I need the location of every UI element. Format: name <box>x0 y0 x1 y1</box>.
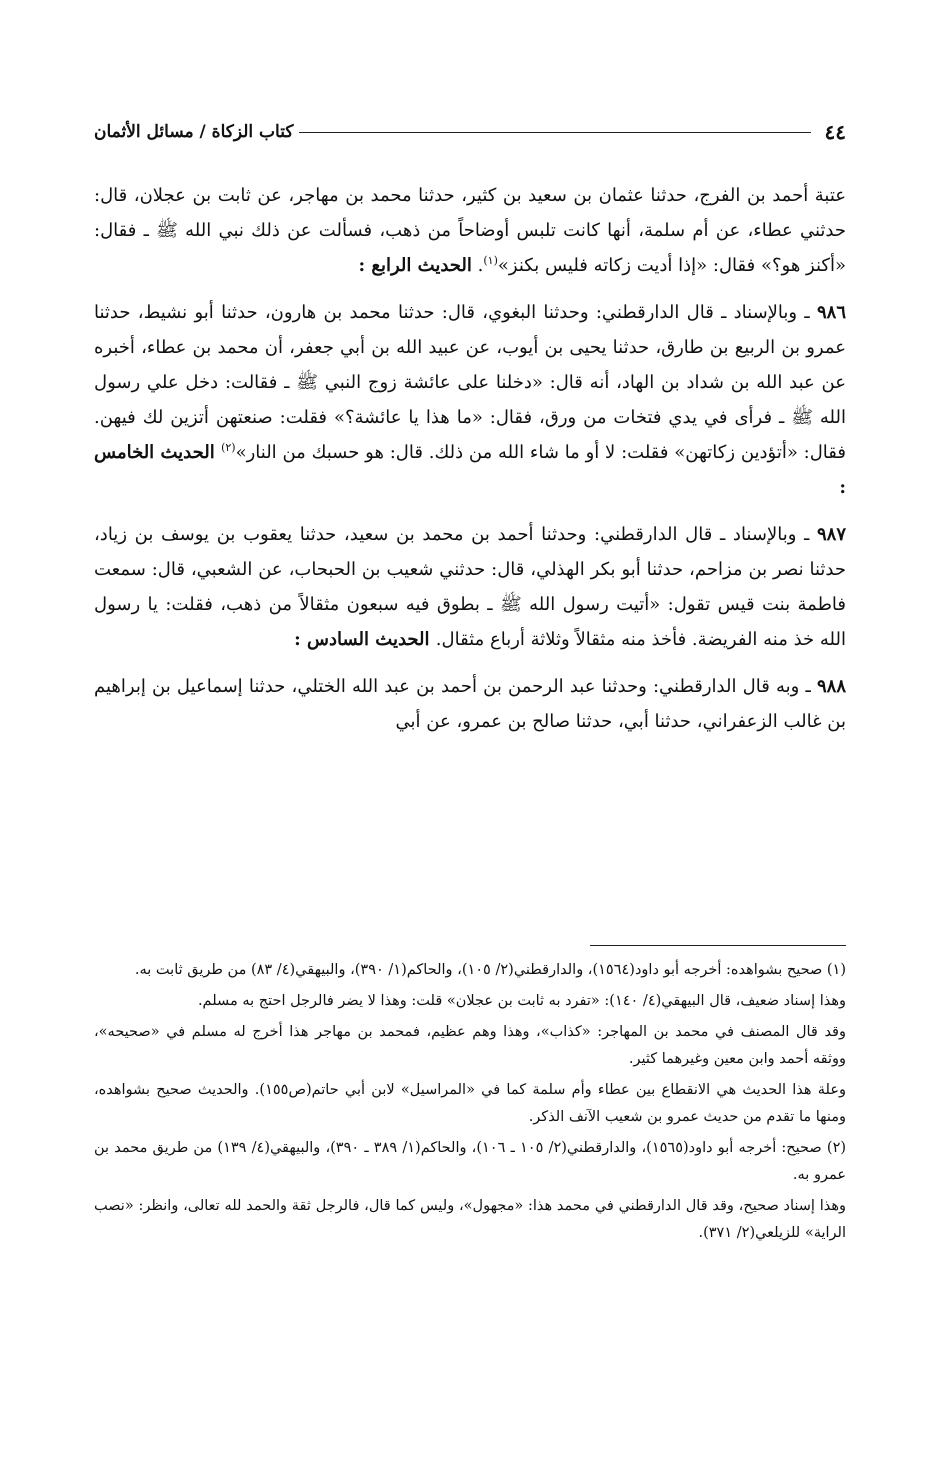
footnote-1-line: وهذا إسناد ضعيف، قال البيهقي(٤/ ١٤٠): «تفرد به ثابت بن عجلان» قلت: وهذا لا يضر فالرجل احتج به مسلم. <box>197 993 846 1009</box>
footnote-marker: (٢) <box>221 441 236 454</box>
hadith-987 <box>94 517 846 657</box>
paragraph-text: عتبة أحمد بن الفرج، حدثنا عثمان بن سعيد بن كثير، حدثنا محمد بن مهاجر، عن ثابت بن عجلان، قال: حدثني عطاء، عن أم سلمة، أنها كانت تلبس أوضاحاً من ذهب، فسألت عن ذلك نبي الله ﷺ ـ فقال: «أكنز هو؟» فقال: «إذا أديت زكاته فليس بكنز» <box>94 185 846 276</box>
paragraph-text: ـ وبالإسناد ـ قال الدارقطني: وحدثنا أحمد بن محمد بن سعيد، حدثنا يعقوب بن يوسف بن زياد، حدثنا نصر بن مزاحم، حدثنا أبو بكر الهذلي، قال: حدثني شعيب بن الحبحاب، عن الشعبي، قال: سمعت فاطمة بنت قيس تقول: «أتيت رسول الله ﷺ ـ بطوق فيه سبعون مثقالاً من ذهب، فقلت: يا رسول الله خذ منه الفريضة. فأخذ منه مثقالاً وثلاثة أرباع مثقال. <box>94 524 846 650</box>
footnote-2-line: وهذا إسناد صحيح، وقد قال الدارقطني في محمد هذا: «مجهول»، وليس كما قال، فالرجل ثقة والحمد لله تعالى، وانظر: «نصب الراية» للزيلعي(٢/ ٣٧١). <box>94 1198 846 1241</box>
section-heading: الحديث الرابع : <box>358 255 472 276</box>
hadith-number: ٩٨٧ <box>816 524 846 545</box>
main-text <box>94 178 846 751</box>
paragraph-continuation <box>94 178 846 283</box>
hadith-number: ٩٨٦ <box>816 302 846 323</box>
running-title: كتاب الزكاة / مسائل الأثمان <box>94 122 294 142</box>
footnote-1-line: وعلة هذا الحديث هي الانقطاع بين عطاء وأم سلمة كما في «المراسيل» لابن أبي حاتم(ص١٥٥). والحديث صحيح بشواهده، ومنها ما تقدم من حديث عمرو بن شعيب الآنف الذكر. <box>94 1082 846 1125</box>
footnote-1-line: (١) صحيح بشواهده: أخرجه أبو داود(١٥٦٤)، والدارقطني(٢/ ١٠٥)، والحاكم(١/ ٣٩٠)، والبيهقي(٤/ ٨٣) من طريق ثابت به. <box>134 962 846 978</box>
footnote-separator <box>590 945 846 946</box>
footnote-1-line: وقد قال المصنف في محمد بن المهاجر: «كذاب»، وهذا وهم عظيم، فمحمد بن مهاجر هذا أخرج له مسلم في «صحيحه»، ووثقه أحمد وابن معين وغيرهما كثير. <box>94 1024 846 1067</box>
page-header <box>94 115 846 149</box>
hadith-988 <box>94 669 846 739</box>
section-heading: الحديث الخامس : <box>94 442 846 498</box>
header-rule <box>299 132 810 133</box>
footnote-marker: (١) <box>483 254 498 267</box>
page-number: ٤٤ <box>824 120 846 144</box>
footnotes <box>94 957 846 1251</box>
footnote-2-line: (٢) صحيح: أخرجه أبو داود(١٥٦٥)، والدارقطني(٢/ ١٠٥ ـ ١٠٦)، والحاكم(١/ ٣٨٩ ـ ٣٩٠)، والبيهقي(٤/ ١٣٩) من طريق محمد بن عمرو به. <box>94 1140 847 1183</box>
paragraph-text: ـ وبه قال الدارقطني: وحدثنا عبد الرحمن بن أحمد بن عبد الله الختلي، حدثنا إسماعيل بن إبراهيم بن غالب الزعفراني، حدثنا أبي، حدثنا صالح بن عمرو، عن أبي <box>94 676 846 732</box>
paragraph-text: ـ وبالإسناد ـ قال الدارقطني: وحدثنا البغوي، قال: حدثنا محمد بن هارون، حدثنا أبو نشيط، حدثنا عمرو بن الربيع بن طارق، حدثنا يحيى بن أيوب، عن عبيد الله بن أبي جعفر، أن محمد بن عطاء، أخبره عن عبد الله بن شداد بن الهاد، أنه قال: «دخلنا على عائشة زوج النبي ﷺ ـ فقالت: دخل علي رسول الله ﷺ ـ فرأى في يدي فتخات من ورق، فقال: «ما هذا يا عائشة؟» فقلت: صنعتهن أتزين لك فيهن. فقال: «أتؤدين زكاتهن» فقلت: لا أو ما شاء الله من ذلك. قال: هو حسبك من النار» <box>94 302 846 463</box>
hadith-number: ٩٨٨ <box>816 676 846 697</box>
paragraph-tail: . <box>471 255 484 276</box>
section-heading: الحديث السادس : <box>294 629 436 650</box>
hadith-986 <box>94 295 846 505</box>
